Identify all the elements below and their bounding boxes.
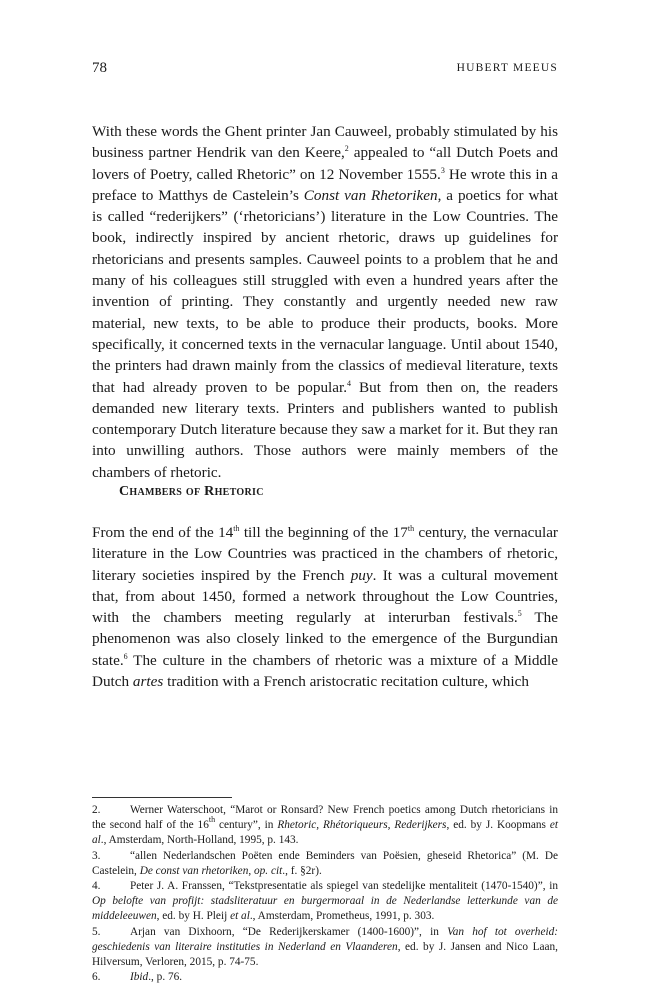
footnote-ref-3[interactable]: 3 bbox=[440, 165, 445, 175]
footnote-ref-4[interactable]: 4 bbox=[347, 378, 352, 388]
footnote-4: 4. Peter J. A. Franssen, “Tekstpresentatie als spiegel van stedelijke mentaliteit (1470-1540)”, in Op belofte van profijt: stadsliteratuur en burgermoraal in de Nederlandse letterkunde van de middeleeuwen, ed. by H. Pleij et al., Amsterdam, Prometheus, 1991, p. 303. bbox=[92, 880, 558, 923]
footnote-divider bbox=[92, 797, 232, 798]
footnote-2: 2. Werner Waterschoot, “Marot or Ronsard? New French poetics among Dutch rhetoricians in the second half of the 16th century”, in Rhetoric, Rhétoriqueurs, Rederijkers, ed. by J. Koopmans et al., Amsterdam, North-Holland, 1995, p. 143. bbox=[92, 804, 558, 847]
section-heading: Chambers of Rhetoric bbox=[119, 484, 264, 499]
footnote-3: 3. “allen Nederlandschen Poëten ende Beminders van Poësien, gheseid Rhetorica” (M. De Castelein, De const van rhetoriken, op. cit., f. §2r). bbox=[92, 849, 558, 877]
footnote-5: 5. Arjan van Dixhoorn, “De Rederijkerskamer (1400-1600)”, in Van hof tot overheid: geschiedenis van literaire instituties in Nederland en Vlaanderen, ed. by J. Jansen and Nico Laan, Hilversum, Verloren, 2015, p. 74-75. bbox=[92, 925, 559, 969]
running-head: HUBERT MEEUS bbox=[456, 62, 558, 74]
footnote-ref-6[interactable]: 6 bbox=[123, 651, 128, 661]
body-paragraph-1: With these words the Ghent printer Jan Cauweel, probably stimulated by his business partner Hendrik van den Keere,$^2$ appealed to “all Dutch Poets and lovers of Poetry, called Rhetoric” on 12 November 1555.$^3$ He wrote this in a preface to Matthys de Castelein’s Const van Rhetoriken, a poetics for what is called “rederijkers” (‘rhetoricians’) literature in the Low Countries. The book, indirectly inspired by ancient rhetoric, draws up guidelines for rhetoricians and presents samples. Cauweel points to a problem that he and many of his colleagues still struggled with even a hundred years after the invention of printing. They constantly and urgently needed new raw material, new texts, to be able to produce their products, books. More specifically, it concerned texts in the vernacular language. Until about 1540, the printers had drawn mainly from the classics of medieval literature, texts that had already proven to be popular.$^4$ But from then on, the readers demanded new literary texts. Printers and publishers wanted to publish contemporary Dutch literature because they saw a market for it. But they ran into unwilling authors. Those authors were mainly members of the chambers of rhetoric. bbox=[92, 123, 558, 481]
body-paragraph-2: From the end of the 14th till the beginning of the 17th century, the vernacular literature in the Low Countries was practiced in the chambers of rhetoric, literary societies inspired by the French puy. It was a cultural movement that, from about 1450, formed a network throughout the Low Countries, with the chambers meeting regularly at interurban festivals.$^5$ The phenomenon was also closely linked to the emergence of the Burgundian state.$^6$ The culture in the chambers of rhetoric was a mixture of a Middle Dutch artes tradition with a French aristocratic recitation culture, which bbox=[92, 524, 558, 691]
footnote-ref-5[interactable]: 5 bbox=[517, 609, 522, 619]
footnotes bbox=[92, 803, 558, 985]
footnote-6: 6. Ibid., p. 76. bbox=[92, 971, 183, 984]
page-number: 78 bbox=[92, 60, 107, 76]
footnote-ref-2[interactable]: 2 bbox=[344, 144, 349, 154]
page-header bbox=[92, 60, 558, 80]
